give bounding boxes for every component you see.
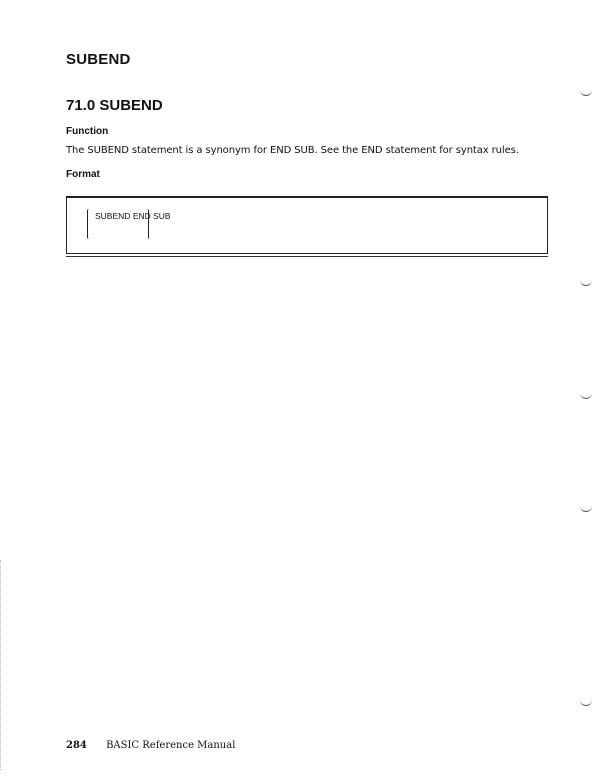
left-brace	[87, 209, 92, 239]
margin-mark	[580, 700, 592, 706]
margin-mark	[580, 90, 592, 96]
box-top-rule	[66, 196, 548, 198]
syntax-line-end-sub: END SUB	[132, 211, 171, 221]
margin-mark	[580, 506, 592, 512]
function-heading: Function	[66, 126, 109, 137]
right-brace	[144, 209, 149, 239]
manual-title: BASIC Reference Manual	[106, 740, 236, 751]
page-footer	[66, 740, 235, 751]
format-syntax-box	[66, 196, 548, 254]
scan-edge-dots	[0, 560, 3, 770]
margin-mark	[580, 393, 592, 399]
format-heading: Format	[66, 169, 100, 180]
syntax-line-subend: SUBEND	[95, 211, 131, 221]
page-header: SUBEND	[66, 51, 131, 68]
section-title: 71.0 SUBEND	[66, 97, 163, 114]
page-number: 284	[66, 740, 87, 751]
box-bottom-rule	[66, 256, 548, 257]
function-description: The SUBEND statement is a synonym for END SUB. See the END statement for syntax rules.	[66, 145, 519, 156]
syntax-alternatives	[95, 208, 171, 224]
margin-mark	[580, 280, 592, 286]
